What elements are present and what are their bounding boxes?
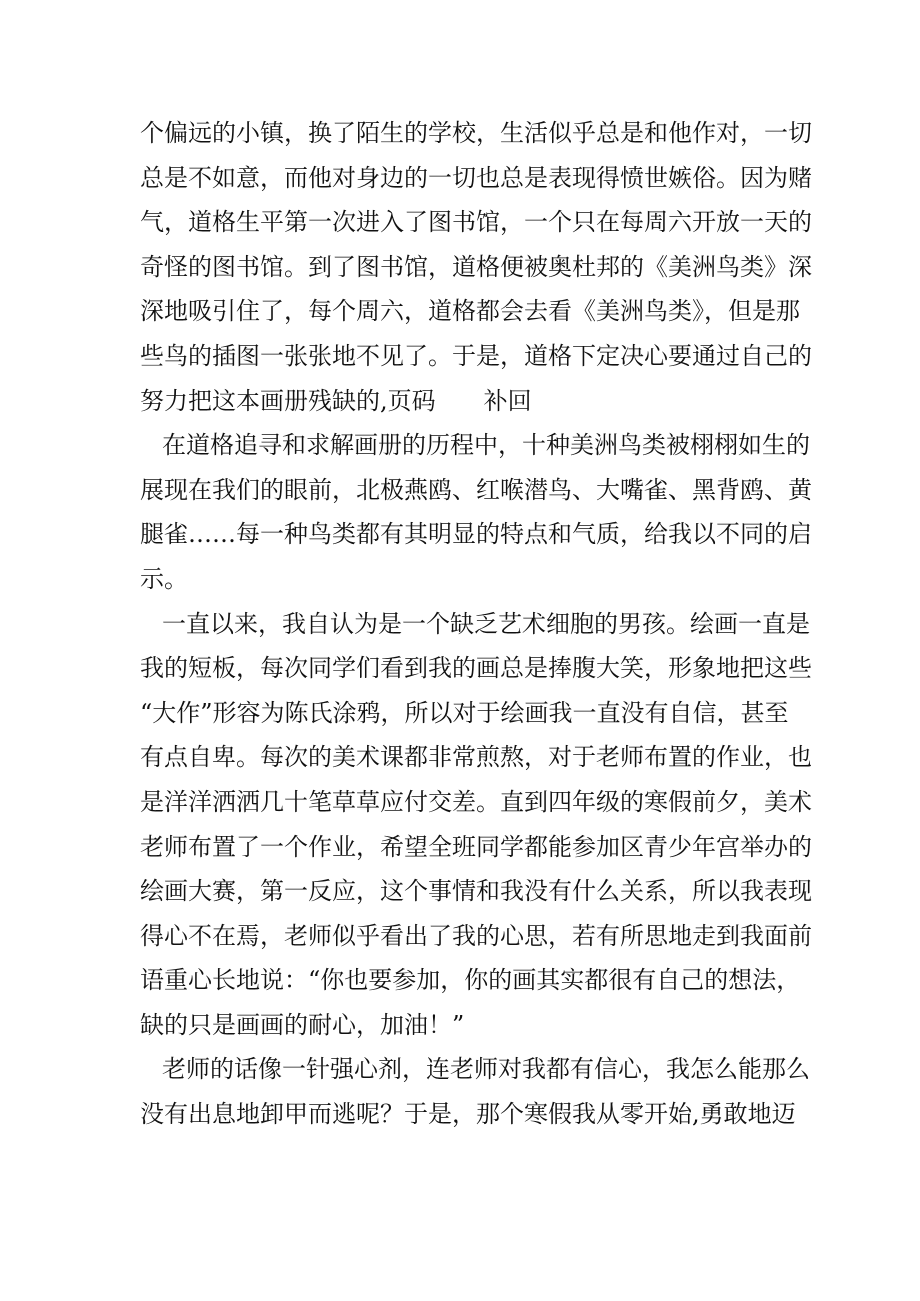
paragraph-4-line-1: 老师的话像一针强心剂，连老师对我都有信心，我怎么能那么: [162, 1055, 810, 1084]
paragraph-2-line-4: 示。: [140, 564, 188, 593]
paragraph-1-line-7: 努力把这本画册残缺的,页码 补回: [140, 386, 532, 415]
paragraph-3-line-1: 一直以来，我自认为是一个缺乏艺术细胞的男孩。绘画一直是: [162, 609, 810, 638]
paragraph-3-line-2: 我的短板，每次同学们看到我的画总是捧腹大笑，形象地把这些: [140, 654, 812, 683]
paragraph-1-line-6: 些鸟的插图一张张地不见了。于是，道格下定决心要通过自己的: [140, 341, 812, 370]
paragraph-3-line-7: 绘画大赛，第一反应，这个事情和我没有什么关系，所以我表现: [140, 877, 812, 906]
paragraph-3-line-5: 是洋洋洒洒几十笔草草应付交差。直到四年级的寒假前夕，美术: [140, 787, 812, 816]
essay-text: [140, 111, 812, 1137]
paragraph-3-line-6: 老师布置了一个作业，希望全班同学都能参加区青少年宫举办的: [140, 832, 812, 861]
paragraph-2-line-3: 腿雀……每一种鸟类都有其明显的特点和气质，给我以不同的启: [140, 520, 812, 549]
paragraph-1-line-1: 个偏远的小镇，换了陌生的学校，生活似乎总是和他作对，一切: [140, 119, 812, 147]
paragraph-1-line-5: 深地吸引住了，每个周六，道格都会去看《美洲鸟类》，但是那: [140, 297, 800, 326]
paragraph-1-line-2: 总是不如意，而他对身边的一切也总是表现得愤世嫉俗。因为赌: [140, 163, 812, 192]
paragraph-3-line-10: 缺的只是画画的耐心，加油！”: [140, 1010, 465, 1039]
paragraph-3-line-9: 语重心长地说：“你也要参加，你的画其实都很有自己的想法，: [140, 966, 801, 995]
paragraph-4-line-2: 没有出息地卸甲而逃呢？于是，那个寒假我从零开始,勇敢地迈: [140, 1100, 796, 1129]
paragraph-3-line-8: 得心不在焉，老师似乎看出了我的心思，若有所思地走到我面前: [140, 921, 812, 950]
paragraph-3-line-3: “大作”形容为陈氏涂鸦，所以对于绘画我一直没有自信，甚至: [140, 698, 789, 727]
paragraph-3-line-4: 有点自卑。每次的美术课都非常煎熬，对于老师布置的作业，也: [140, 743, 812, 772]
paragraph-1-line-3: 气，道格生平第一次进入了图书馆，一个只在每周六开放一天的: [140, 208, 812, 237]
paragraph-2-line-2: 展现在我们的眼前，北极燕鸥、红喉潜鸟、大嘴雀、黑背鸥、黄: [140, 475, 812, 504]
paragraph-1-line-4: 奇怪的图书馆。到了图书馆，道格便被奥杜邦的《美洲鸟类》深: [140, 252, 812, 281]
paragraph-2-line-1: 在道格追寻和求解画册的历程中，十种美洲鸟类被栩栩如生的: [162, 431, 810, 460]
